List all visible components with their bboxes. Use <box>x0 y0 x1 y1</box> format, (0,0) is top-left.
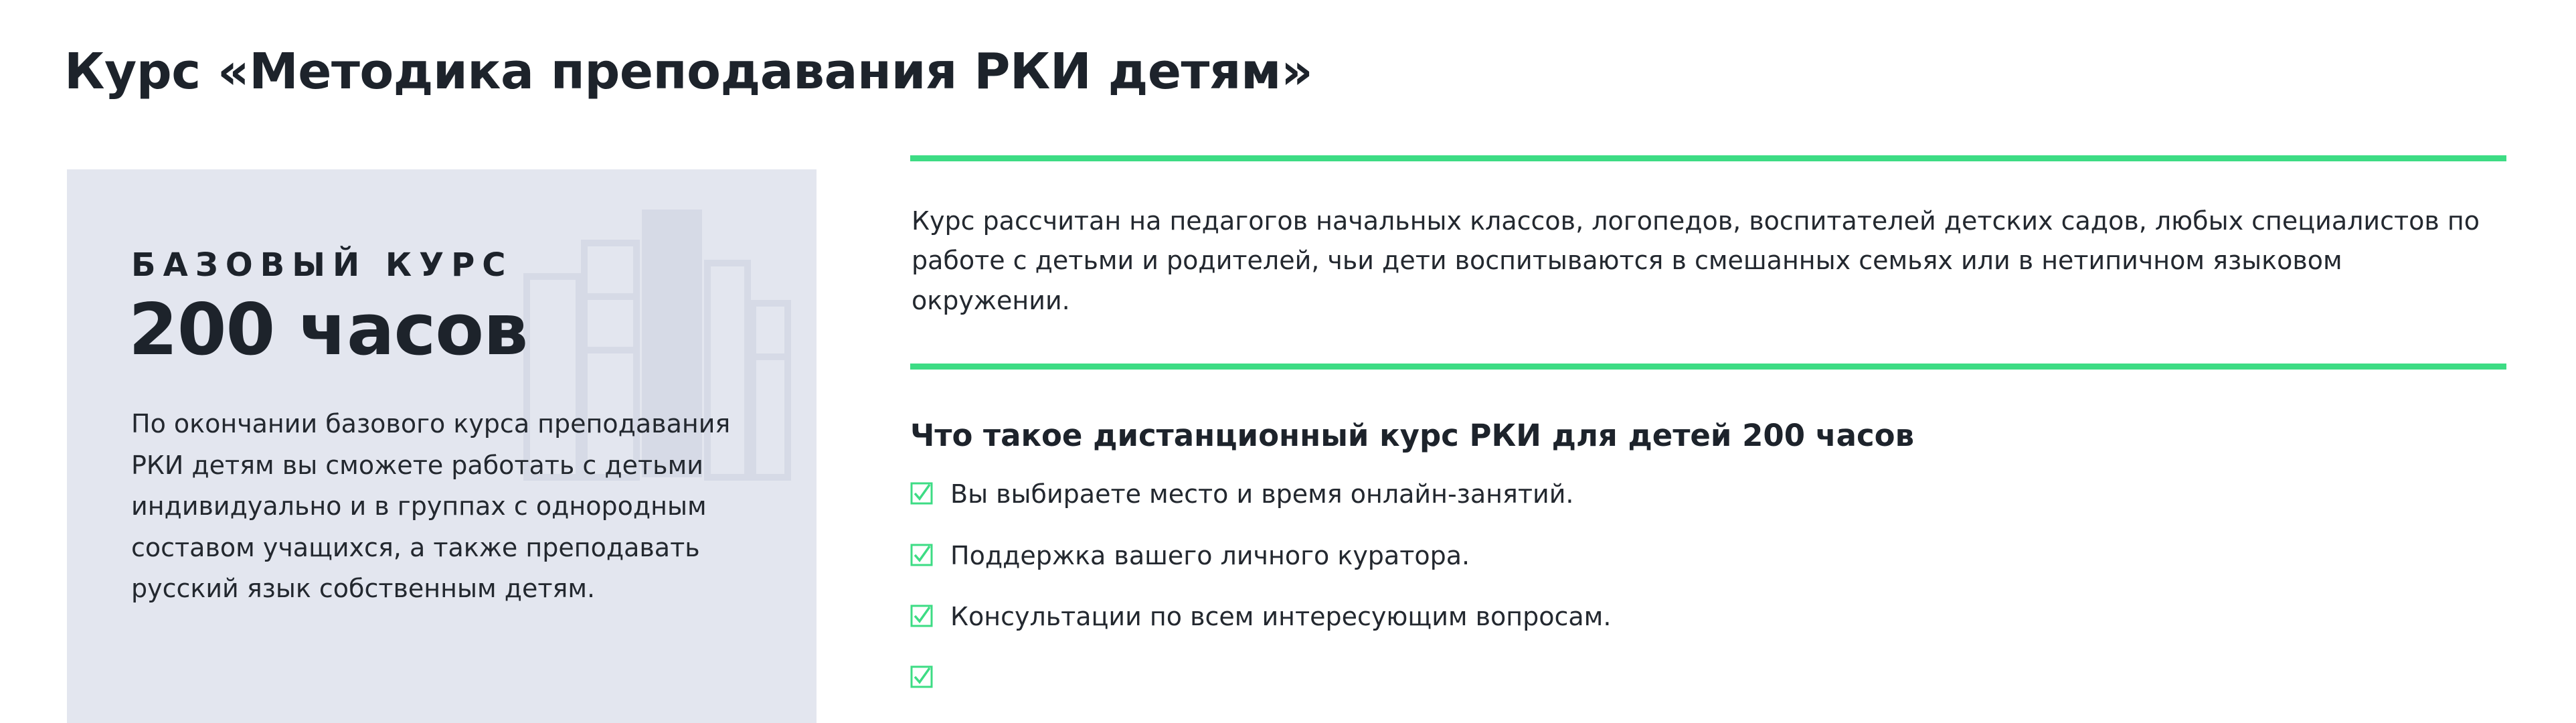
main-content <box>910 155 2510 716</box>
card-hours: 200 часов <box>128 289 528 371</box>
checkbox-icon <box>910 605 933 627</box>
card-description: По окончании базового курса преподавания РКИ детям вы сможете работать с детьми индивидуально и в группах с однородным составом учащихся, а также преподавать русский язык собственным детям. <box>131 409 731 604</box>
divider-top <box>910 155 2506 161</box>
list-item <box>910 540 2510 572</box>
list-item <box>910 600 2510 633</box>
list-item-label: Поддержка вашего личного куратора. <box>950 540 1470 570</box>
checkbox-icon <box>910 482 933 505</box>
list-item-label: Вы выбираете место и время онлайн-занятий. <box>950 479 1574 509</box>
divider-bottom <box>910 364 2506 370</box>
checkbox-icon <box>910 544 933 566</box>
checkbox-icon <box>910 665 933 688</box>
section-heading: Что такое дистанционный курс РКИ для детей 200 часов <box>910 417 1915 453</box>
page-title: Курс «Методика преподавания РКИ детям» <box>64 42 1313 100</box>
card-kicker: БАЗОВЫЙ КУРС <box>131 246 513 284</box>
list-item-label: Консультации по всем интересующим вопросам. <box>950 601 1612 631</box>
list-item <box>910 661 2510 688</box>
intro-paragraph: Курс рассчитан на педагогов начальных классов, логопедов, воспитателей детских садов, любых специалистов по работе с детьми и родителей, чьи дети воспитываются в смешанных семьях или в нетипичном языковом окружении. <box>912 206 2480 315</box>
basic-course-card <box>67 169 817 723</box>
list-item <box>910 478 2510 511</box>
features-list <box>910 478 2510 688</box>
